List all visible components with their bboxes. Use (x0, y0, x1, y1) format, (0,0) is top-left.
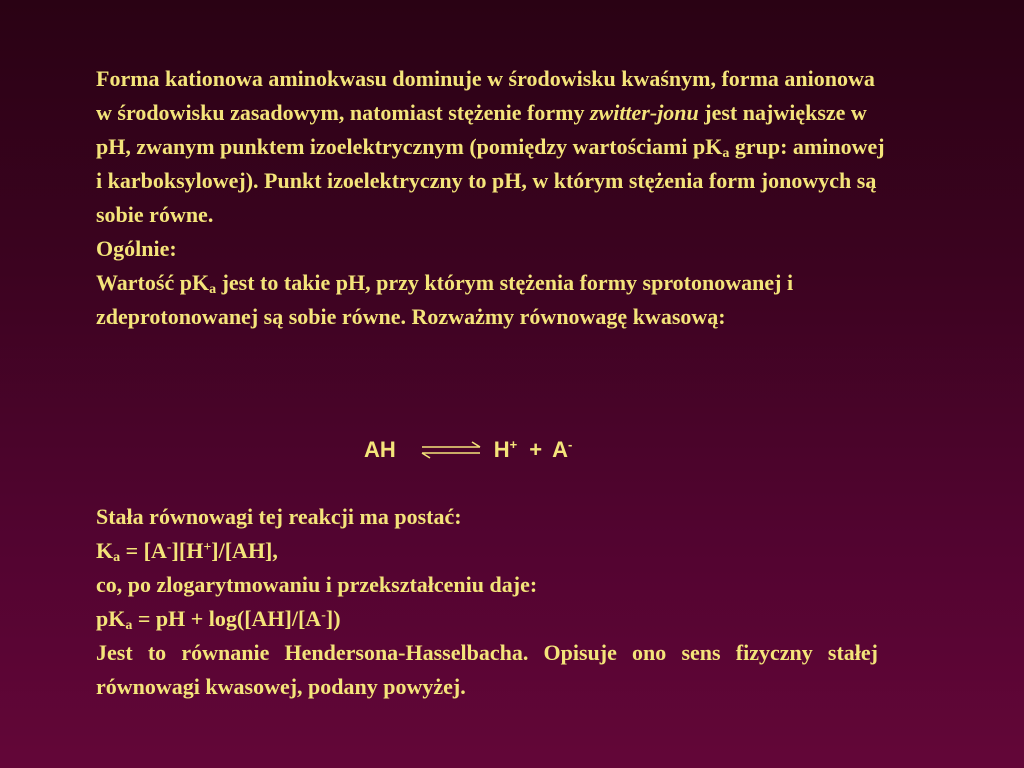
equation-proton-charge: + (509, 437, 518, 452)
constant-intro: Stała równowagi tej reakcji ma postać: (96, 504, 462, 529)
paragraph2-subscript: a (209, 282, 217, 297)
conclusion-text: Jest to równanie Hendersona-Hasselbacha. Opisuje ono sens fizyczny stałej równowagi kwasowej, podany powyżej. (96, 640, 878, 699)
paragraph-isoelectric-point (96, 62, 886, 232)
ka-subscript: a (113, 550, 121, 565)
ka-anion-charge: - (166, 540, 172, 555)
equation-anion-charge: - (568, 437, 573, 452)
equilibrium-arrows-icon (418, 440, 484, 460)
paragraph1-text-b: jest największe w pH, zwanym punktem izoelektrycznym (pomiędzy wartościami pK (96, 100, 867, 159)
pka-formula (96, 602, 878, 636)
pka-text-a: = pH + log([AH]/[A (132, 606, 322, 631)
pka-subscript: a (125, 618, 133, 633)
paragraph1-subscript: a (722, 146, 730, 161)
equation-anion (552, 437, 572, 463)
equation-proton-symbol: H (493, 437, 510, 462)
log-intro: co, po zlogarytmowaniu i przekształceniu daje: (96, 572, 538, 597)
constant-text-block (96, 500, 878, 704)
equation-anion-symbol: A (552, 437, 569, 462)
paragraph2-text-b: jest to takie pH, przy którym stężenia formy sprotonowanej i zdeprotonowanej są sobie równe. Rozważmy równowagę kwasową: (96, 270, 794, 329)
heading-general: Ogólnie: (96, 236, 177, 261)
equation-plus: + (529, 437, 543, 462)
paragraph-pka-definition (96, 266, 886, 334)
ka-text-c: ]/[AH], (211, 538, 278, 563)
equation-proton (494, 437, 517, 463)
paragraph2-text-a: Wartość pK (96, 270, 210, 295)
ka-formula (96, 534, 878, 568)
paragraph1-text-c: grup: aminowej i karboksylowej). Punkt izoelektryczny to pH, w którym stężenia form jonowych są sobie równe. (96, 134, 885, 227)
pka-symbol: pK (96, 606, 126, 631)
ka-text-a: = [A (120, 538, 167, 563)
ka-proton-charge: + (203, 540, 212, 555)
acid-equilibrium-equation (364, 432, 572, 468)
pka-text-b: ]) (325, 606, 341, 631)
equation-acid: AH (364, 437, 396, 462)
ka-symbol: K (96, 538, 114, 563)
paragraph1-text-a: Forma kationowa aminokwasu dominuje w środowisku kwaśnym, forma anionowa w środowisku zasadowym, natomiast stężenie formy (96, 66, 875, 125)
ka-text-b: ][H (171, 538, 204, 563)
pka-anion-charge: - (321, 608, 326, 623)
main-text-block (96, 62, 886, 334)
paragraph1-italic-term: zwitter-jonu (589, 100, 699, 125)
